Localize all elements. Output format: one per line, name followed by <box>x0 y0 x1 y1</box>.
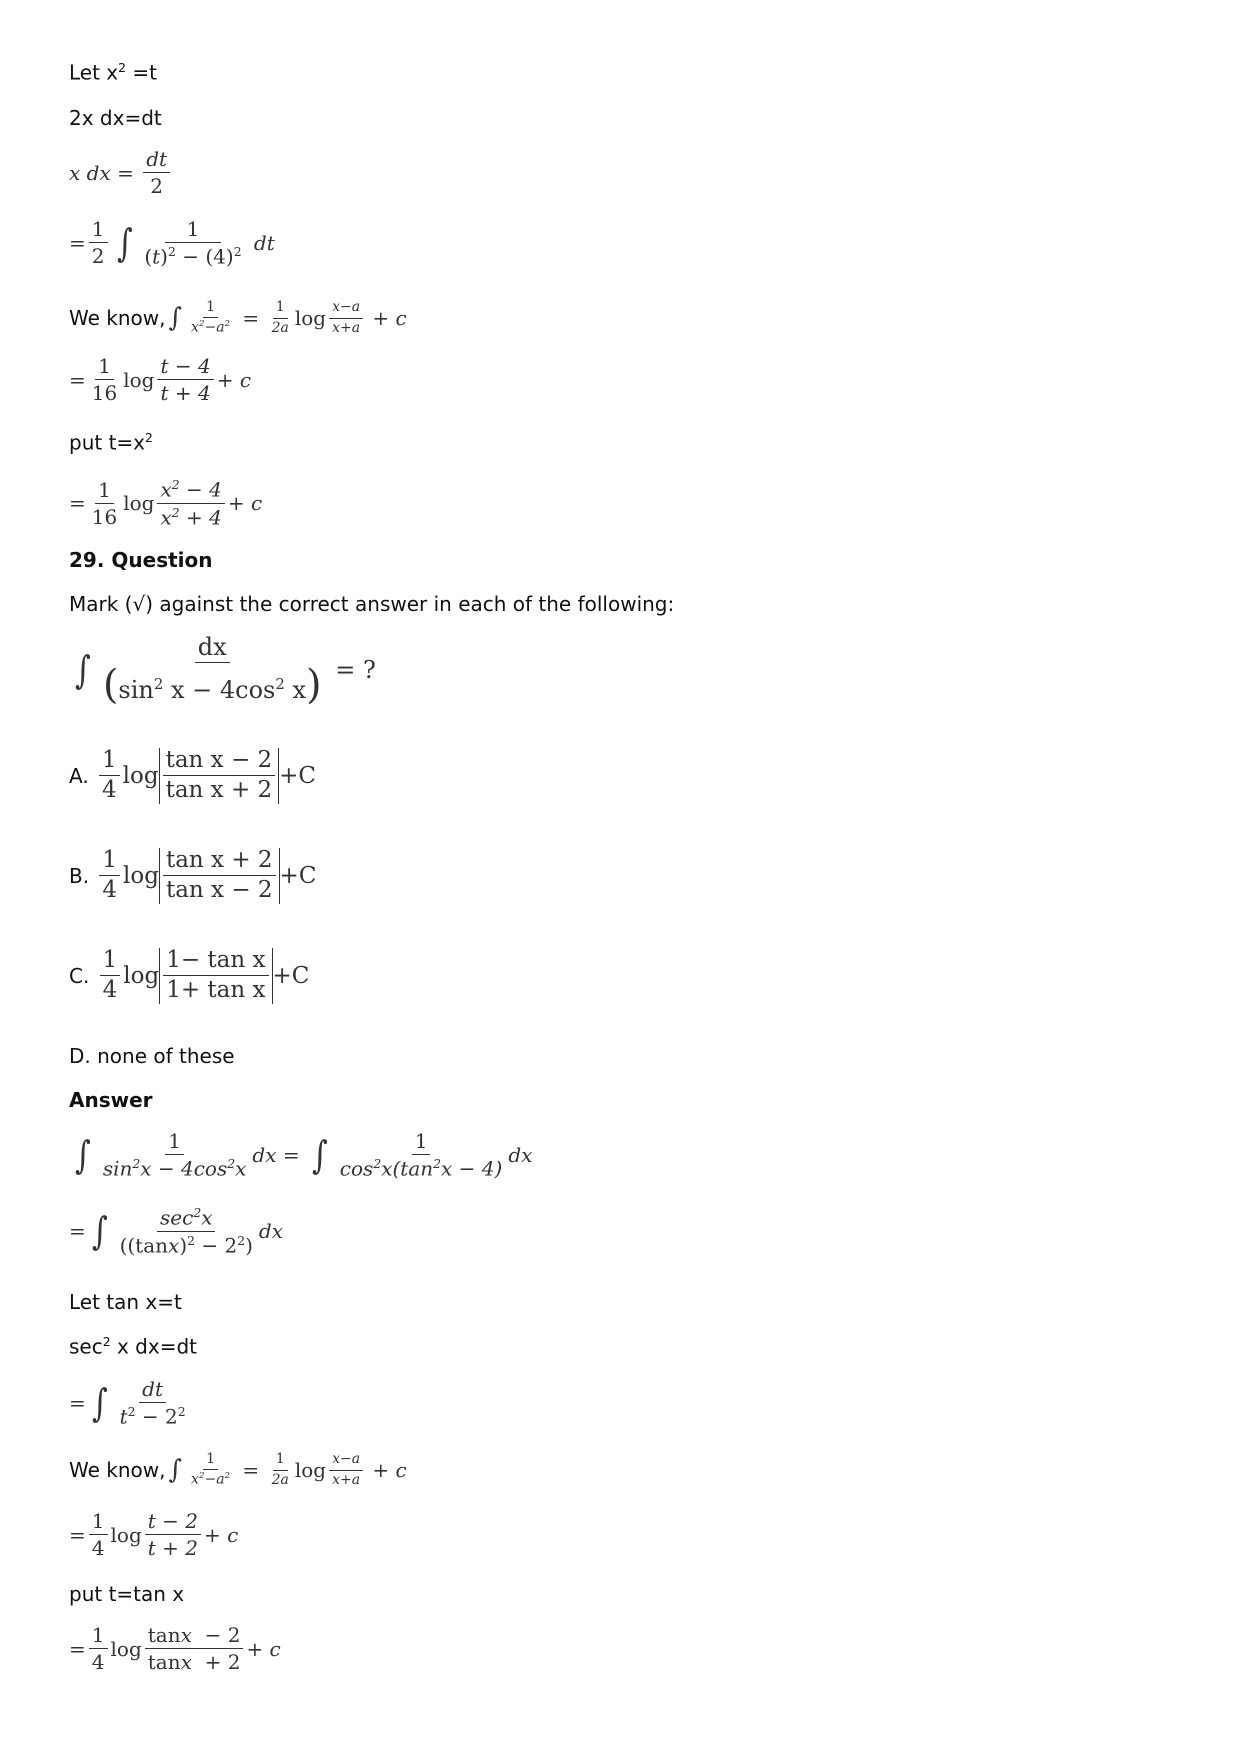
step-differential: 2x dx=dt <box>69 106 162 130</box>
text: =t <box>126 60 157 85</box>
text: x dx=dt <box>110 1334 198 1359</box>
option-label: B. <box>69 863 90 888</box>
answer-step-2: = ∫ $\frac{\sec^2x}{((\tan x)^2 - 2^2)}$ dx <box>69 1205 284 1258</box>
option-label: A. <box>69 763 89 788</box>
answer-step-1: ∫ $\frac{1}{\sin^2x - 4\cos^2x}$ dx = ∫ $\frac{1}{\cos^2x(\tan^2x - 4)}$ dx <box>74 1129 533 1181</box>
question-instruction: Mark (√) against the correct answer in each of the following: <box>69 592 675 616</box>
equation-result-x: = $\frac{1}{16}$ log $\frac{x^2 - 4}{x^2 + 4}$ + c <box>69 477 263 530</box>
text: Let x <box>69 60 119 85</box>
step-let-tan: Let tan x=t <box>69 1290 182 1314</box>
question-integral: ∫ $\frac{dx}{(\sin^2 x - 4\cos^2 x)}$ = ? <box>74 633 376 709</box>
answer-step-3: = ∫ $\frac{dt}{t^2 - 2^2}$ <box>69 1377 186 1429</box>
we-know-formula-2: We know, ∫ $\frac{1}{x^2-a^2}$ = $\frac{1}{2a}$ log $\frac{x-a}{x+a}$ + c <box>69 1451 407 1489</box>
step-sec-dx <box>69 1334 197 1359</box>
text: put t=x <box>69 430 146 455</box>
equation-result-t: = $\frac{1}{16}$ log $\frac{t - 4}{t + 4}$ + c <box>69 354 252 405</box>
step-put-tan: put t=tan x <box>69 1582 185 1606</box>
answer-step-4: = $\frac{1}{4}$ log $\frac{t - 2}{t + 2}$ + c <box>69 1509 239 1560</box>
option-b[interactable]: B. $\frac{1}{4}$ log $\frac{\text{tan x + 2}}{\text{tan x − 2}}$ +C <box>69 847 317 904</box>
option-a[interactable]: A. $\frac{1}{4}$ log $\frac{\text{tan x − 2}}{\text{tan x + 2}}$ +C <box>69 747 317 804</box>
we-know-formula-1: We know, ∫ $\frac{1}{x^2-a^2}$ = $\frac{1}{2a}$ log $\frac{x-a}{x+a}$ + c <box>69 299 407 337</box>
equation-xdx: x dx = $\frac{dt}{2}$ <box>69 148 173 197</box>
superscript: 2 <box>118 60 127 75</box>
superscript: 2 <box>102 1334 111 1349</box>
step-let-x2 <box>69 60 157 85</box>
answer-title: Answer <box>69 1088 153 1112</box>
text: sec <box>69 1334 103 1359</box>
superscript: 2 <box>145 430 153 445</box>
step-put-t <box>69 430 153 455</box>
option-c[interactable]: C. $\frac{1}{4}$ log $\frac{\text{1− tan x}}{\text{1+ tan x}}$ +C <box>69 947 310 1004</box>
option-label: C. <box>69 963 90 988</box>
text: We know, <box>69 306 166 331</box>
text: We know, <box>69 1458 166 1483</box>
equation-integral-1: = $\frac{1}{2}$ ∫ $\frac{1}{(t)^2 - (4)^2}$ dt <box>69 217 275 269</box>
answer-final: = $\frac{1}{4}$ log $\frac{\tan x - 2}{\tan x + 2}$ + c <box>69 1623 281 1674</box>
option-d[interactable]: D. none of these <box>69 1044 235 1068</box>
question-title: 29. Question <box>69 548 213 572</box>
